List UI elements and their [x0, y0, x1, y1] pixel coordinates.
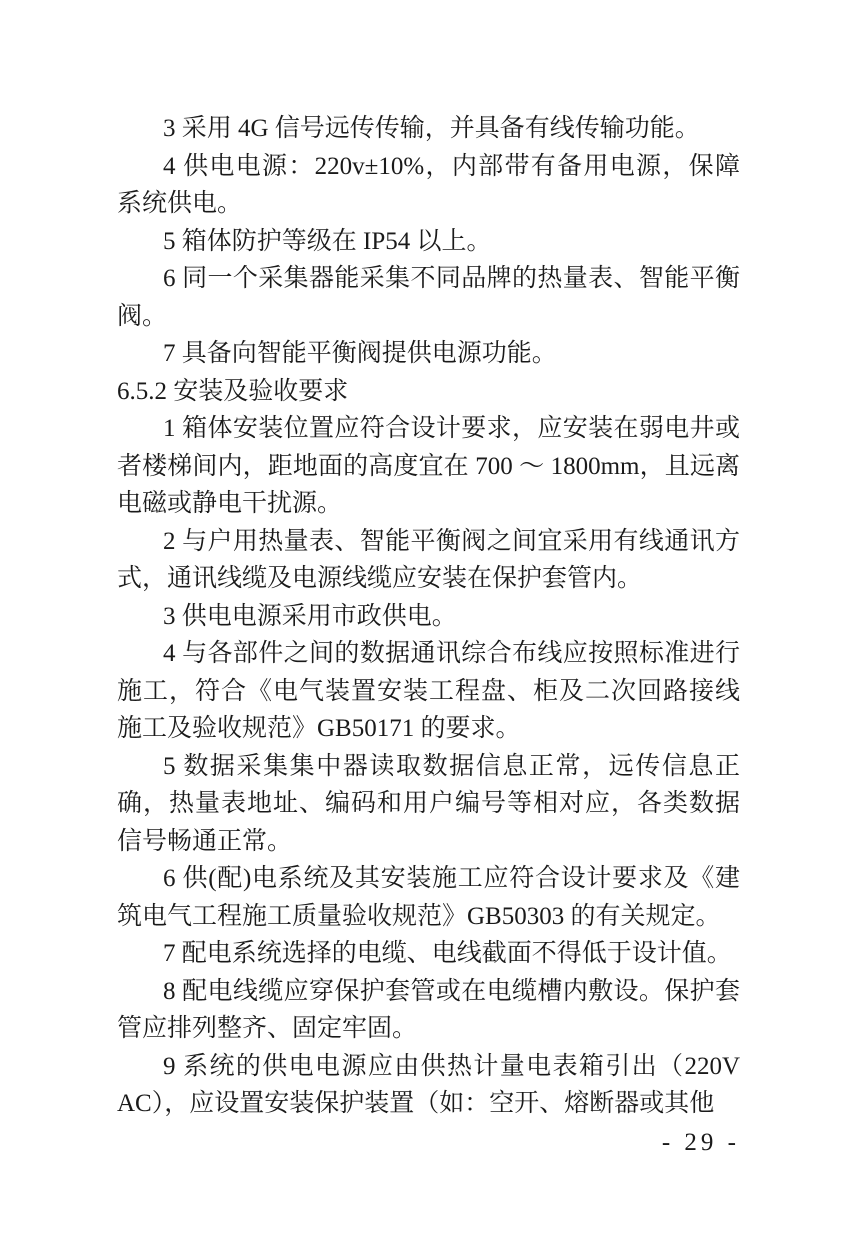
list-item-6-5-2-1: 1 箱体安装位置应符合设计要求，应安装在弱电井或者楼梯间内，距地面的高度宜在 700 ～ 1800mm，且远离电磁或静电干扰源。 [117, 415, 740, 517]
section-heading: 6.5.2 安装及验收要求 [117, 377, 349, 405]
list-item-6-5-2-4: 4 与各部件之间的数据通讯综合布线应按照标准进行施工，符合《电气装置安装工程盘、柜及二次回路接线施工及验收规范》GB50171 的要求。 [117, 640, 740, 742]
list-item-6-5-1-7: 7 具备向智能平衡阀提供电源功能。 [163, 340, 557, 367]
list-item-6-5-1-6: 6 同一个采集器能采集不同品牌的热量表、智能平衡阀。 [117, 265, 740, 330]
list-item-6-5-1-3: 3 采用 4G 信号远传传输，并具备有线传输功能。 [163, 115, 700, 142]
list-item-6-5-2-2: 2 与户用热量表、智能平衡阀之间宜采用有线通讯方式，通讯线缆及电源线缆应安装在保护套管内。 [117, 527, 740, 592]
list-item-6-5-2-5: 5 数据采集集中器读取数据信息正常，远传信息正确，热量表地址、编码和用户编号等相对应，各类数据信号畅通正常。 [117, 752, 740, 855]
list-item-6-5-2-8: 8 配电线缆应穿保护套管或在电缆槽内敷设。保护套管应排列整齐、固定牢固。 [117, 977, 740, 1042]
list-item-6-5-2-6: 6 供(配)电系统及其安装施工应符合设计要求及《建筑电气工程施工质量验收规范》GB50303 的有关规定。 [117, 865, 740, 930]
list-item-6-5-2-9: 9 系统的供电电源应由供热计量电表箱引出（220V AC），应设置安装保护装置（如：空开、熔断器或其他 [117, 1052, 740, 1117]
list-item-6-5-1-4: 4 供电电源：220v±10%，内部带有备用电源，保障系统供电。 [117, 152, 740, 217]
list-item-6-5-1-5: 5 箱体防护等级在 IP54 以上。 [163, 227, 492, 255]
list-item-6-5-2-3: 3 供电电源采用市政供电。 [163, 602, 457, 630]
list-item-6-5-2-7: 7 配电系统选择的电缆、电线截面不得低于设计值。 [163, 940, 732, 967]
page-number: - 29 - [661, 1129, 740, 1156]
document-body [117, 110, 740, 1123]
